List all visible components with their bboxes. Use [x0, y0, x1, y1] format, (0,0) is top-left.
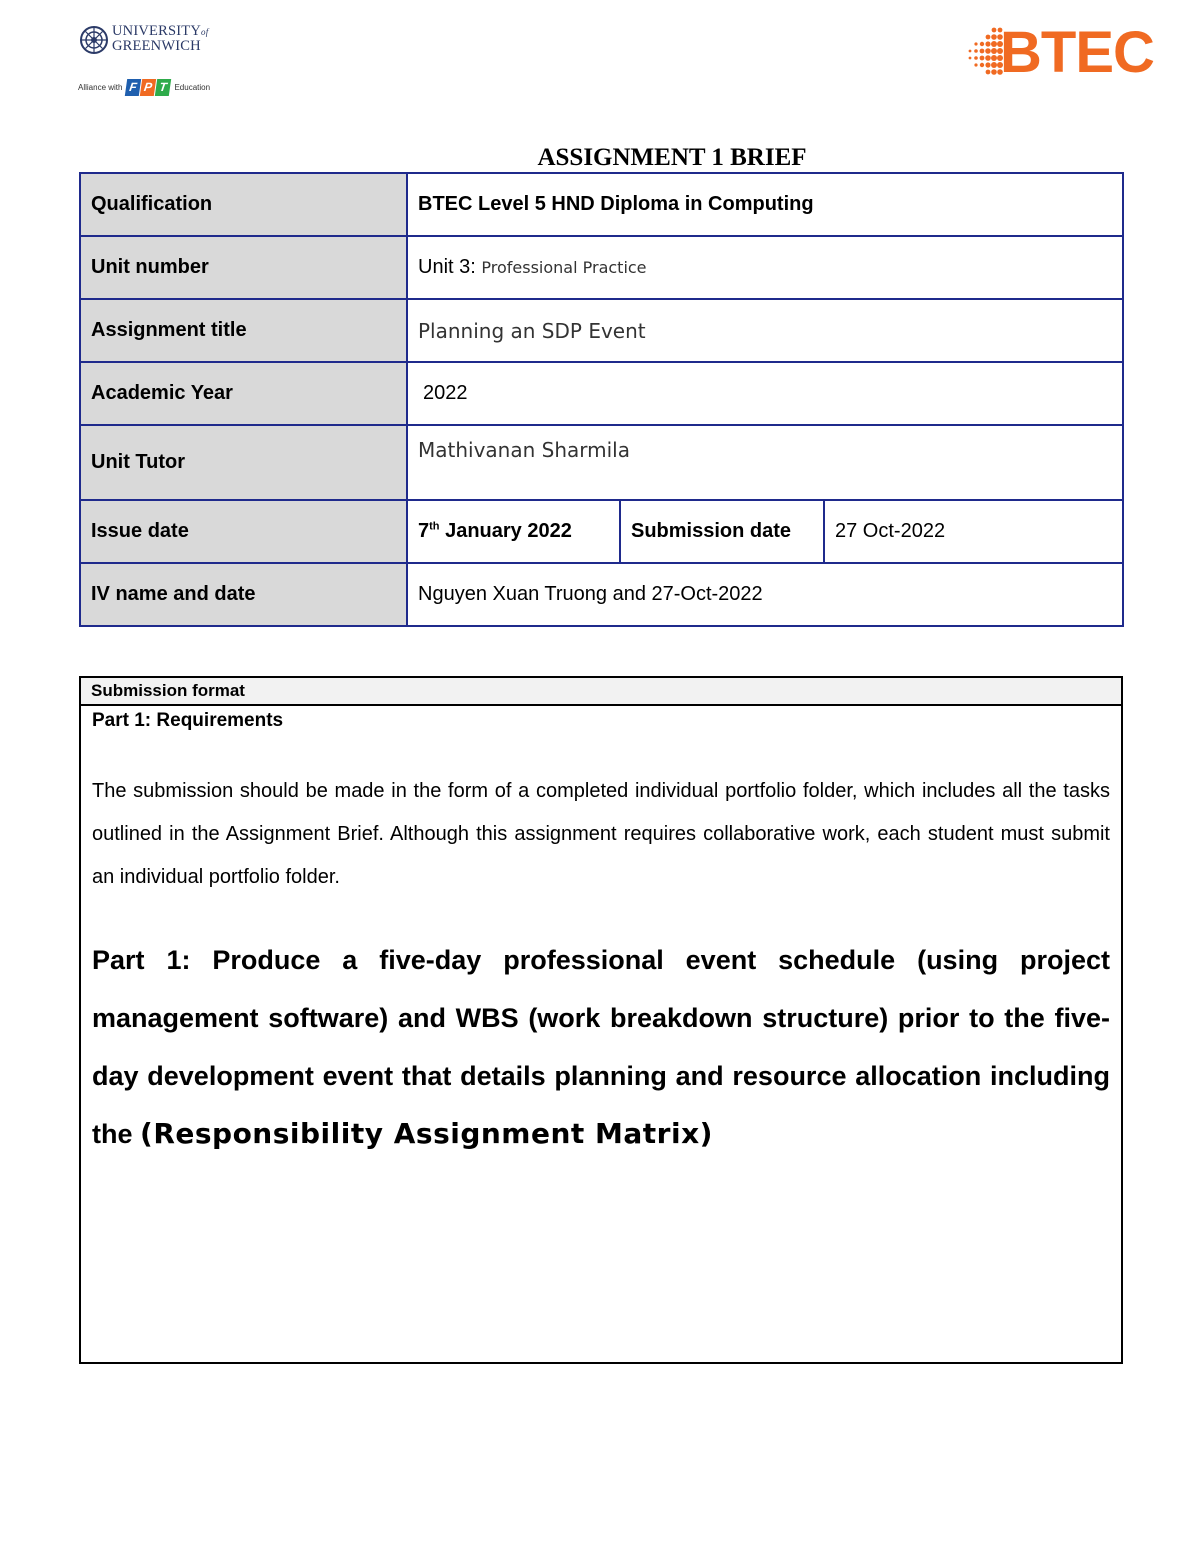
- alliance-suffix: Education: [174, 82, 211, 92]
- issue-date-label: Issue date: [80, 500, 407, 563]
- unit-number-label: Unit number: [80, 236, 407, 299]
- submission-date-label: Submission date: [620, 500, 824, 563]
- unit-tutor-label: Unit Tutor: [80, 425, 407, 500]
- submission-format-header: Submission format: [81, 678, 1121, 706]
- submission-format-box: [79, 676, 1123, 1364]
- fpt-logo: [126, 79, 171, 96]
- iv-label: IV name and date: [80, 563, 407, 626]
- qualification-row: [80, 173, 1123, 236]
- unit-tutor-value: Mathivanan Sharmila: [407, 425, 1123, 500]
- academic-year-value: 2022: [407, 362, 1123, 425]
- submission-paragraph: The submission should be made in the form of a completed individual portfolio folder, which includes all the tasks outlined in the Assignment Brief. Although this assignment requires collaborative work, each student must submit an individual portfolio folder.: [92, 780, 1110, 888]
- document-title: ASSIGNMENT 1 BRIEF: [537, 144, 807, 171]
- iv-row: [80, 563, 1123, 626]
- alliance-prefix: Alliance with: [78, 82, 123, 92]
- qualification-label: Qualification: [80, 173, 407, 236]
- unit-number-prefix: Unit 3:: [418, 256, 476, 278]
- uog-line2: GREENWICH: [112, 38, 201, 54]
- greenwich-seal-icon: [80, 26, 108, 54]
- issue-date-day: 7: [418, 520, 430, 542]
- issue-date-rest: January 2022: [445, 520, 572, 542]
- submission-format-body: [81, 706, 1121, 1163]
- assignment-title-label: Assignment title: [80, 299, 407, 362]
- fpt-alliance: [78, 76, 210, 98]
- part1-task-matrix: (Responsibility Assignment Matrix): [140, 1117, 713, 1150]
- unit-tutor-row: [80, 425, 1123, 500]
- btec-logo: [964, 22, 1164, 84]
- unit-number-value: [407, 236, 1123, 299]
- academic-year-row: [80, 362, 1123, 425]
- uog-of: of: [201, 27, 209, 37]
- fpt-letter-f: F: [125, 79, 141, 96]
- submission-date-value: 27 Oct-2022: [824, 500, 1123, 563]
- issue-date-value: [407, 500, 620, 563]
- unit-number-name: Professional Practice: [481, 258, 647, 277]
- issue-date-row: [80, 500, 1123, 563]
- part1-task-text: Part 1: Produce a five-day professional event schedule (using project management software) and WBS (work breakdown structure) prior to the five-day development event that details planning and resource allocation including the: [92, 945, 1110, 1149]
- part1-task: [92, 931, 1110, 1163]
- fpt-letter-p: P: [140, 79, 156, 96]
- issue-date-suffix: th: [429, 520, 440, 533]
- university-of-greenwich-logo: [78, 24, 228, 98]
- assignment-title-value: Planning an SDP Event: [407, 299, 1123, 362]
- uog-line1: UNIVERSITY: [112, 23, 201, 39]
- unit-number-row: [80, 236, 1123, 299]
- fpt-letter-t: T: [155, 79, 171, 96]
- qualification-value: BTEC Level 5 HND Diploma in Computing: [407, 173, 1123, 236]
- assignment-title-row: [80, 299, 1123, 362]
- assignment-info-table: [79, 172, 1124, 627]
- academic-year-label: Academic Year: [80, 362, 407, 425]
- iv-value: Nguyen Xuan Truong and 27-Oct-2022: [407, 563, 1123, 626]
- btec-dots-icon: [964, 26, 1004, 80]
- university-name: [112, 24, 208, 53]
- btec-wordmark: BTEC: [1000, 20, 1154, 85]
- part1-requirements-heading: Part 1: Requirements: [92, 710, 284, 731]
